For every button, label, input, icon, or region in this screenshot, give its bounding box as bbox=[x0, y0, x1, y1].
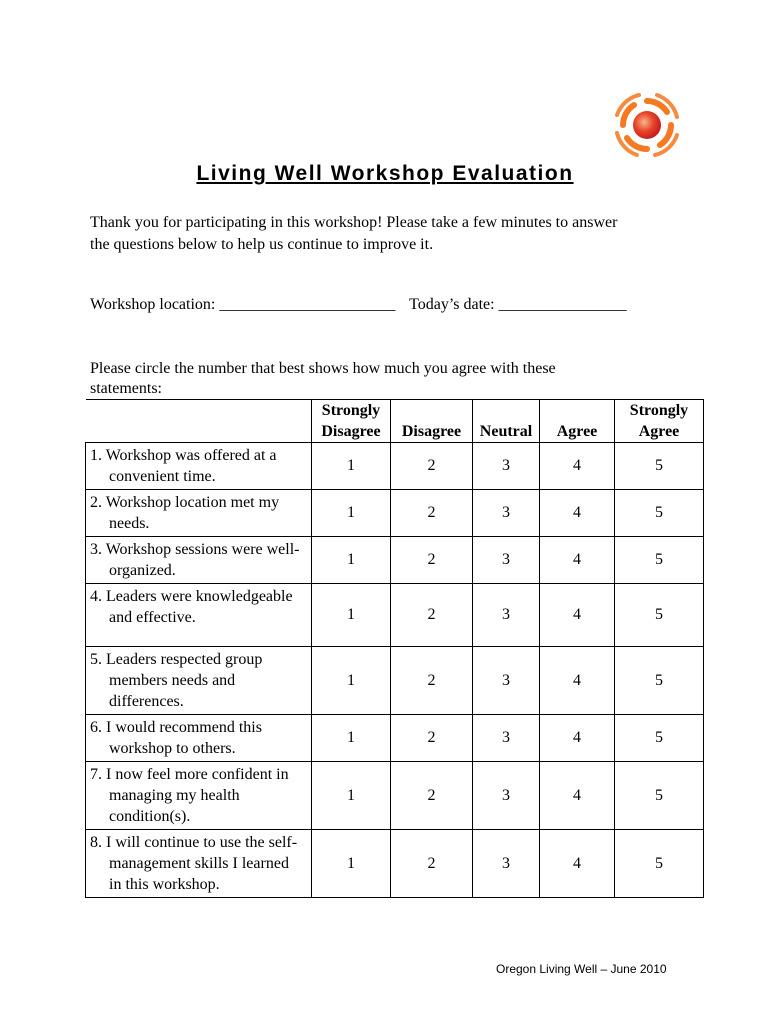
header-line-2: Disagree bbox=[321, 423, 381, 440]
header-line-1: Strongly bbox=[629, 402, 689, 419]
statement-cell bbox=[86, 584, 312, 647]
rating-option-2[interactable]: 2 bbox=[391, 443, 473, 490]
rating-option-4[interactable]: 4 bbox=[540, 490, 615, 537]
instruction-line-1: Please circle the number that best shows how much you agree with these bbox=[90, 360, 556, 377]
statement-cell bbox=[86, 443, 312, 490]
statement-cell bbox=[86, 762, 312, 830]
header-line-1: Strongly bbox=[321, 402, 381, 419]
rating-option-3[interactable]: 3 bbox=[473, 443, 540, 490]
page-title: Living Well Workshop Evaluation bbox=[196, 162, 574, 185]
swirl-logo-icon bbox=[612, 90, 682, 160]
statement-text: 1. Workshop was offered at a convenient time. bbox=[90, 447, 277, 485]
statement-text: 4. Leaders were knowledgeable and effective. bbox=[90, 588, 293, 626]
rating-option-4[interactable]: 4 bbox=[540, 537, 615, 584]
rating-option-4[interactable]: 4 bbox=[540, 647, 615, 715]
rating-option-1[interactable]: 1 bbox=[312, 647, 391, 715]
intro-text bbox=[90, 212, 690, 256]
rating-option-1[interactable]: 1 bbox=[312, 584, 391, 647]
rating-option-4[interactable]: 4 bbox=[540, 762, 615, 830]
header-line-2: Agree bbox=[556, 423, 598, 440]
rating-option-2[interactable]: 2 bbox=[391, 762, 473, 830]
rating-option-5[interactable]: 5 bbox=[615, 584, 704, 647]
statement-cell bbox=[86, 490, 312, 537]
statement-text: 5. Leaders respected group members needs and differences. bbox=[90, 651, 263, 710]
rating-option-5[interactable]: 5 bbox=[615, 443, 704, 490]
table-row bbox=[86, 762, 704, 830]
rating-option-4[interactable]: 4 bbox=[540, 830, 615, 898]
rating-option-3[interactable]: 3 bbox=[473, 830, 540, 898]
intro-line-1: Thank you for participating in this workshop! Please take a few minutes to answer bbox=[90, 214, 618, 231]
statement-cell bbox=[86, 830, 312, 898]
intro-line-2: the questions below to help us continue to improve it. bbox=[90, 236, 434, 253]
table-row bbox=[86, 443, 704, 490]
statement-text: 3. Workshop sessions were well-organized. bbox=[90, 541, 300, 579]
table-header-row bbox=[86, 400, 704, 443]
rating-option-1[interactable]: 1 bbox=[312, 830, 391, 898]
rating-option-5[interactable]: 5 bbox=[615, 490, 704, 537]
rating-option-4[interactable]: 4 bbox=[540, 584, 615, 647]
header-line-2: Disagree bbox=[401, 423, 462, 440]
instruction-text bbox=[90, 359, 650, 399]
table-row bbox=[86, 715, 704, 762]
header-strongly-disagree bbox=[312, 400, 391, 443]
rating-option-3[interactable]: 3 bbox=[473, 490, 540, 537]
statement-text: 8. I will continue to use the self-management skills I learned in this workshop. bbox=[90, 834, 298, 893]
rating-option-3[interactable]: 3 bbox=[473, 762, 540, 830]
rating-option-4[interactable]: 4 bbox=[540, 443, 615, 490]
statement-text: 7. I now feel more confident in managing my health condition(s). bbox=[90, 766, 289, 825]
table-row bbox=[86, 584, 704, 647]
rating-option-3[interactable]: 3 bbox=[473, 584, 540, 647]
statement-cell bbox=[86, 647, 312, 715]
rating-option-5[interactable]: 5 bbox=[615, 715, 704, 762]
rating-option-1[interactable]: 1 bbox=[312, 762, 391, 830]
rating-option-3[interactable]: 3 bbox=[473, 715, 540, 762]
instruction-line-2: statements: bbox=[90, 380, 162, 397]
table-row bbox=[86, 490, 704, 537]
rating-option-1[interactable]: 1 bbox=[312, 537, 391, 584]
rating-option-2[interactable]: 2 bbox=[391, 830, 473, 898]
rating-option-5[interactable]: 5 bbox=[615, 830, 704, 898]
statement-text: 6. I would recommend this workshop to others. bbox=[90, 719, 262, 757]
statement-cell bbox=[86, 715, 312, 762]
rating-option-2[interactable]: 2 bbox=[391, 584, 473, 647]
table-body bbox=[86, 443, 704, 898]
header-disagree bbox=[391, 400, 473, 443]
form-fields bbox=[90, 296, 627, 314]
rating-option-2[interactable]: 2 bbox=[391, 490, 473, 537]
rating-option-5[interactable]: 5 bbox=[615, 537, 704, 584]
table-row bbox=[86, 647, 704, 715]
statement-text: 2. Workshop location met my needs. bbox=[90, 494, 280, 532]
header-line-2: Neutral bbox=[479, 423, 533, 440]
header-agree bbox=[540, 400, 615, 443]
rating-option-5[interactable]: 5 bbox=[615, 762, 704, 830]
rating-option-3[interactable]: 3 bbox=[473, 647, 540, 715]
table-row bbox=[86, 537, 704, 584]
statement-cell bbox=[86, 537, 312, 584]
header-line-2: Agree bbox=[638, 423, 680, 440]
header-strongly-agree bbox=[615, 400, 704, 443]
rating-option-1[interactable]: 1 bbox=[312, 443, 391, 490]
header-neutral bbox=[473, 400, 540, 443]
rating-option-2[interactable]: 2 bbox=[391, 537, 473, 584]
footer-text: Oregon Living Well – June 2010 bbox=[496, 962, 667, 976]
todays-date-field[interactable]: Today’s date: ________________ bbox=[409, 296, 627, 313]
rating-option-3[interactable]: 3 bbox=[473, 537, 540, 584]
rating-option-1[interactable]: 1 bbox=[312, 715, 391, 762]
rating-option-2[interactable]: 2 bbox=[391, 647, 473, 715]
evaluation-table bbox=[85, 399, 704, 898]
workshop-location-field[interactable]: Workshop location: ______________________ bbox=[90, 296, 396, 313]
rating-option-4[interactable]: 4 bbox=[540, 715, 615, 762]
header-statement bbox=[86, 400, 312, 443]
rating-option-1[interactable]: 1 bbox=[312, 490, 391, 537]
rating-option-5[interactable]: 5 bbox=[615, 647, 704, 715]
rating-option-2[interactable]: 2 bbox=[391, 715, 473, 762]
table-row bbox=[86, 830, 704, 898]
